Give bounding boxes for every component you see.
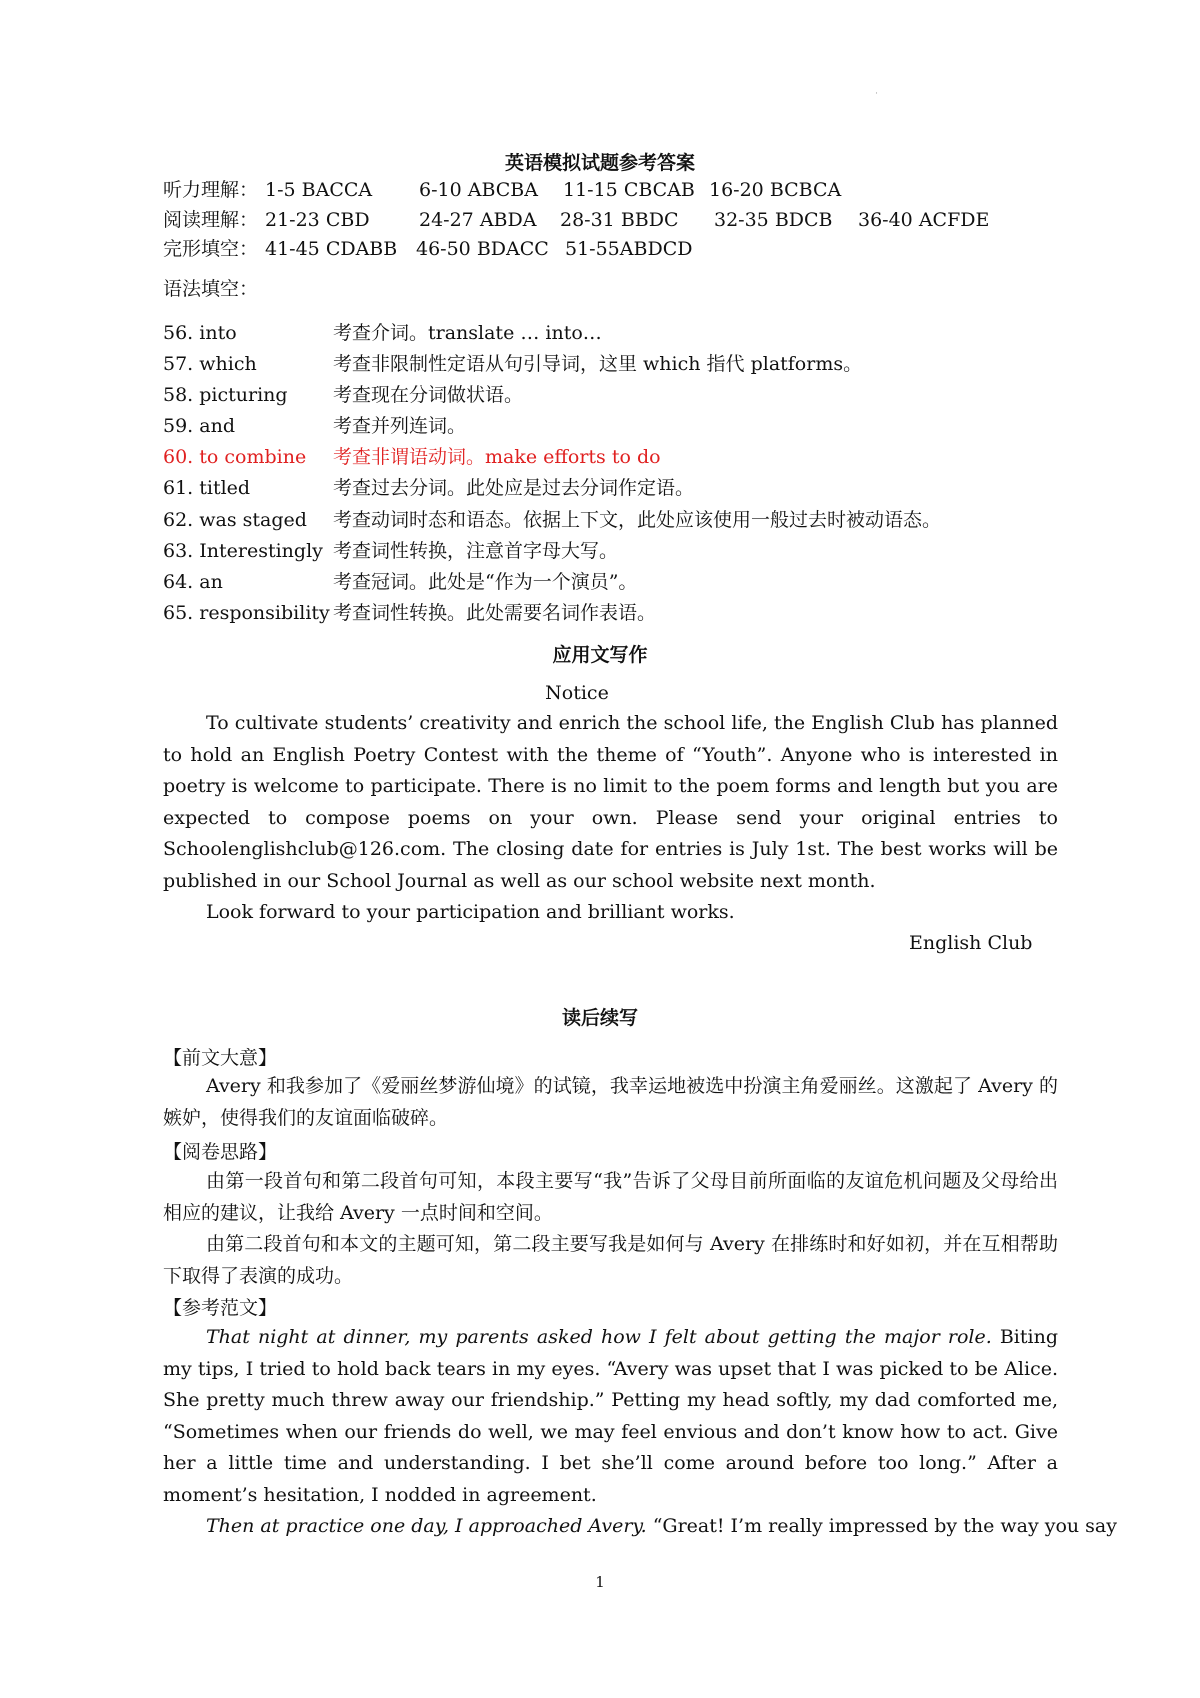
answer-group: 51-55ABDCD [565, 238, 693, 260]
grammar-explain: 考查非谓语动词。make efforts to do [333, 446, 661, 468]
grammar-explain: 考查非限制性定语从句引导词，这里 which 指代 platforms。 [333, 353, 863, 375]
answer-group: 28-31 BBDC [560, 209, 679, 231]
grammar-answer: 61. titled [163, 477, 251, 499]
cloze-label: 完形填空： [163, 238, 259, 260]
grammar-explain: 考查并列连词。 [333, 415, 467, 437]
summary-label: 【前文大意】 [163, 1047, 278, 1069]
answer-group: 32-35 BDCB [714, 209, 833, 231]
grammar-label: 语法填空： [163, 278, 259, 300]
approach-label: 【阅卷思路】 [163, 1141, 278, 1163]
sample-paragraph-1 [163, 1322, 1058, 1511]
grammar-explain: 考查现在分词做状语。 [333, 384, 524, 406]
grammar-answer: 63. Interestingly [163, 540, 323, 562]
grammar-explain: 考查词性转换，注意首字母大写。 [333, 540, 619, 562]
answer-group: 36-40 ACFDE [858, 209, 990, 231]
answer-group: 1-5 BACCA [265, 179, 373, 201]
grammar-answer: 59. and [163, 415, 235, 437]
answer-group: 16-20 BCBCA [709, 179, 842, 201]
reading-label: 阅读理解： [163, 209, 259, 231]
writing-heading: 应用文写作 [552, 644, 648, 666]
answer-group: 11-15 CBCAB [563, 179, 695, 201]
grammar-explain: 考查过去分词。此处应是过去分词作定语。 [333, 477, 695, 499]
sample-1-rest: Biting my tips, I tried to hold back tears in my eyes. “Avery was upset that I was picked to be Alice. She pretty much threw away our friendship.” Petting my head softly, my dad comforted me, “Sometimes when our friends do well, we may feel envious and don’t know how to act. Give her a little time and understanding. I bet she’ll come around before too long.” After a moment’s hesitation, I nodded in agreement. [163, 1326, 1058, 1506]
grammar-answer: 57. which [163, 353, 257, 375]
sample-label: 【参考范文】 [163, 1297, 278, 1319]
grammar-explain: 考查词性转换。此处需要名词作表语。 [333, 602, 657, 624]
answer-group: 6-10 ABCBA [419, 179, 538, 201]
notice-body: To cultivate students’ creativity and enrich the school life, the English Club has planned to hold an English Poetry Contest with the theme of “Youth”. Anyone who is interested in poetry is welcome to participate. There is no limit to the poem forms and length but you are expected to compose poems on your own. Please send your original entries to Schoolenglishclub@126.com. The closing date for entries is July 1st. The best works will be published in our School Journal as well as our school website next month. [163, 712, 1058, 892]
grammar-explain: 考查动词时态和语态。依据上下文，此处应该使用一般过去时被动语态。 [333, 509, 942, 531]
answer-group: 41-45 CDABB [265, 238, 398, 260]
grammar-explain: 考查介词。translate … into… [333, 322, 602, 344]
scan-dot: ˙ [874, 92, 879, 103]
grammar-answer: 62. was staged [163, 509, 307, 531]
grammar-answer: 65. responsibility [163, 602, 330, 624]
approach-text-1: 由第一段首句和第二段首句可知，本段主要写“我”告诉了父母目前所面临的友谊危机问题及父母给出相应的建议，让我给 Avery 一点时间和空间。 [163, 1170, 1058, 1224]
grammar-answer: 56. into [163, 322, 237, 344]
summary-text: Avery 和我参加了《爱丽丝梦游仙境》的试镜，我幸运地被选中扮演主角爱丽丝。这激起了 Avery 的嫉妒，使得我们的友谊面临破碎。 [163, 1075, 1058, 1129]
answer-group: 21-23 CBD [265, 209, 370, 231]
sample-2-lead: Then at practice one day, I approached Avery. [206, 1515, 647, 1537]
answer-group: 24-27 ABDA [419, 209, 537, 231]
listening-label: 听力理解： [163, 179, 259, 201]
grammar-answer: 64. an [163, 571, 223, 593]
page-number: 1 [595, 1573, 605, 1591]
grammar-answer: 58. picturing [163, 384, 288, 406]
sample-2-rest: “Great! I’m really impressed by the way you say [646, 1515, 1117, 1537]
grammar-answer: 60. to combine [163, 446, 307, 468]
sample-1-lead: That night at dinner, my parents asked how I felt about getting the major role. [206, 1326, 992, 1348]
notice-signature: English Club [909, 932, 1033, 954]
continuation-heading: 读后续写 [561, 1007, 638, 1029]
grammar-explain: 考查冠词。此处是“作为一个演员”。 [333, 571, 638, 593]
notice-title: Notice [545, 682, 609, 704]
sample-paragraph-2 [163, 1511, 1117, 1543]
answer-group: 46-50 BDACC [416, 238, 549, 260]
page-title: 英语模拟试题参考答案 [504, 152, 695, 174]
notice-closing: Look forward to your participation and brilliant works. [206, 901, 735, 923]
approach-text-2: 由第二段首句和本文的主题可知，第二段主要写我是如何与 Avery 在排练时和好如初，并在互相帮助下取得了表演的成功。 [163, 1233, 1058, 1287]
